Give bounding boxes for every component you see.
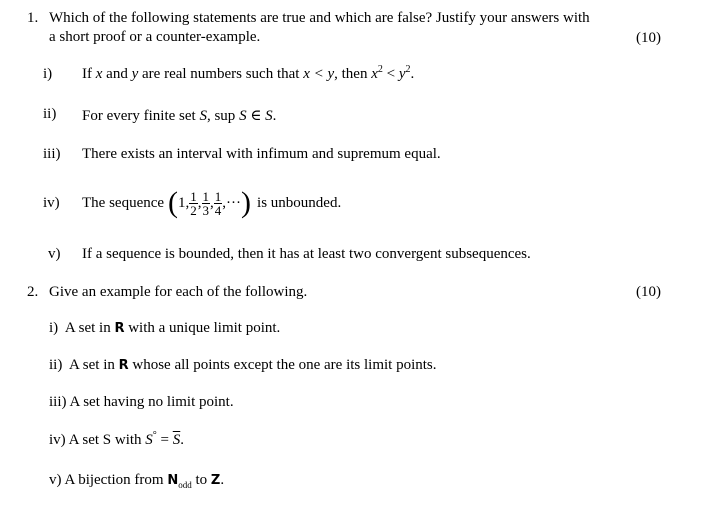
fraction: $\frac{1}{3}$ — [202, 188, 210, 218]
q2-item: i) A set in R with a unique limit point. — [49, 320, 281, 336]
q1-marks: (10) — [636, 30, 661, 46]
q2-item: ii) A set in R whose all points except the one are its limit points. — [49, 357, 437, 373]
q2-number: 2. — [27, 284, 39, 300]
q1-number: 1. — [27, 10, 39, 26]
q1-item-text: The sequence ( 1, $\frac{1}{2}$ , $\frac{1}{3}$ , $\frac{1}{4}$ ,··· ) is unbounded. — [82, 186, 342, 219]
q2-line1: Give an example for each of the following. — [49, 284, 308, 300]
q1-item-label: v) — [48, 246, 61, 262]
q2-item: iv) A set S with $S^\circ = \overline{S}$. — [49, 430, 185, 448]
q1-item-label: iii) — [43, 146, 61, 162]
q2-item: iii) A set having no limit point. — [49, 394, 234, 410]
q1-line1: Which of the following statements are true and which are false? Justify your answers with — [49, 10, 590, 26]
q1-item-text: There exists an interval with infimum and supremum equal. — [82, 146, 441, 162]
q1-line2: a short proof or a counter-example. — [49, 29, 261, 45]
fraction: $\frac{1}{2}$ — [190, 188, 197, 218]
fraction: $\frac{1}{4}$ — [214, 188, 222, 218]
q2-marks: (10) — [636, 284, 661, 300]
q1-item-text: If x and y are real numbers such that x < y, then $x^2 < y^2$. — [82, 64, 415, 82]
right-paren: ) — [241, 186, 252, 219]
q2-item: v) A bijection from $N_{odd}$ to Z. — [49, 472, 225, 490]
q1-item-label: ii) — [43, 106, 57, 122]
q1-item-label: iv) — [43, 195, 60, 211]
q1-item-label: i) — [43, 66, 53, 82]
left-paren: ( — [168, 186, 179, 219]
q1-item-text: For every finite set S, sup S ∈ S. — [82, 108, 277, 124]
q1-item-text: If a sequence is bounded, then it has at least two convergent subsequences. — [82, 246, 531, 262]
